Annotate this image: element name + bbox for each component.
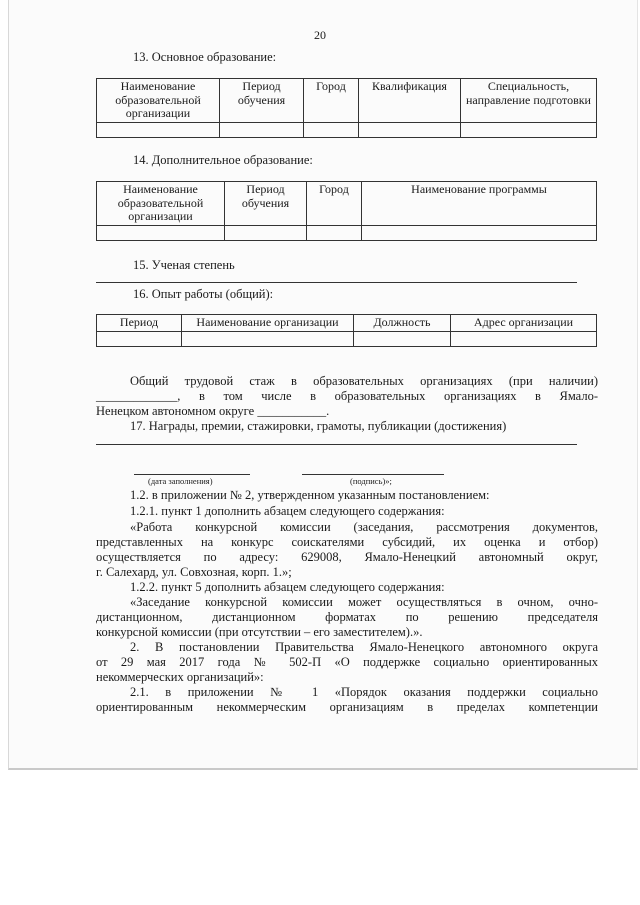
table-row: [97, 122, 597, 137]
body-line: осуществляется по адресу: 629008, Ямало-Ненецкий автономный округ,: [96, 550, 598, 564]
body-line: «Заседание конкурсной комиссии может осуществляться в очном, очно-: [130, 595, 598, 609]
column-header: Наименование образовательной организации: [97, 79, 220, 123]
column-header: Должность: [354, 315, 451, 332]
body-line: от 29 мая 2017 года № 502-П «О поддержке социально ориентированных: [96, 655, 598, 669]
achievements-line: [96, 444, 577, 445]
body-line: ориентированным некоммерческим организациям в пределах компетенции: [96, 700, 598, 714]
section-15-title: 15. Ученая степень: [133, 258, 235, 272]
body-line: 1.2.1. пункт 1 дополнить абзацем следующего содержания:: [130, 504, 445, 518]
page-number: 20: [314, 28, 326, 42]
section-16-title: 16. Опыт работы (общий):: [133, 287, 274, 301]
body-line: конкурсной комиссии (при отсутствии – его заместителем).».: [96, 625, 423, 639]
stazh-line-1: Общий трудовой стаж в образовательных организациях (при наличии): [130, 374, 598, 388]
table-row: [97, 331, 597, 346]
body-line: дистанционном, дистанционном форматах по решению председателя: [96, 610, 598, 624]
body-line: 1.2.2. пункт 5 дополнить абзацем следующего содержания:: [130, 580, 445, 594]
table-header-row: [97, 182, 597, 226]
column-header: Наименование организации: [182, 315, 354, 332]
education-table: [96, 78, 597, 138]
degree-line: [96, 282, 577, 283]
column-header: Адрес организации: [451, 315, 597, 332]
column-header: Наименование образовательной организации: [97, 182, 225, 226]
stazh-line-2: _____________, в том числе в образовательных организациях в Ямало-: [96, 389, 598, 403]
column-header: Наименование программы: [362, 182, 597, 226]
column-header: Город: [304, 79, 359, 123]
date-line: [134, 474, 250, 475]
body-line: 1.2. в приложении № 2, утвержденном указанным постановлением:: [130, 488, 490, 502]
column-header: Квалификация: [359, 79, 461, 123]
work-experience-table: [96, 314, 597, 347]
body-line: 2. В постановлении Правительства Ямало-Ненецкого автономного округа: [130, 640, 598, 654]
table-row: [97, 225, 597, 240]
column-header: Специальность, направление подготовки: [461, 79, 597, 123]
signature-line: [302, 474, 444, 475]
body-line: некоммерческих организаций»:: [96, 670, 264, 684]
table-header-row: [97, 79, 597, 123]
column-header: Город: [307, 182, 362, 226]
stazh-line-3: Ненецком автономном округе ___________.: [96, 404, 330, 418]
section-14-title: 14. Дополнительное образование:: [133, 153, 313, 167]
body-line: г. Салехард, ул. Совхозная, корп. 1.»;: [96, 565, 292, 579]
table-header-row: [97, 315, 597, 332]
column-header: Период: [97, 315, 182, 332]
date-label: (дата заполнения): [148, 476, 213, 486]
body-line: «Работа конкурсной комиссии (заседания, рассмотрения документов,: [130, 520, 598, 534]
body-line: представленных на конкурс соискателями субсидий, их оценка и отбор): [96, 535, 598, 549]
column-header: Период обучения: [225, 182, 307, 226]
signature-label: (подпись)»;: [350, 476, 392, 486]
column-header: Период обучения: [220, 79, 304, 123]
section-17-title: 17. Награды, премии, стажировки, грамоты, публикации (достижения): [130, 419, 507, 433]
additional-education-table: [96, 181, 597, 241]
body-line: 2.1. в приложении № 1 «Порядок оказания поддержки социально: [130, 685, 598, 699]
section-13-title: 13. Основное образование:: [133, 50, 277, 64]
